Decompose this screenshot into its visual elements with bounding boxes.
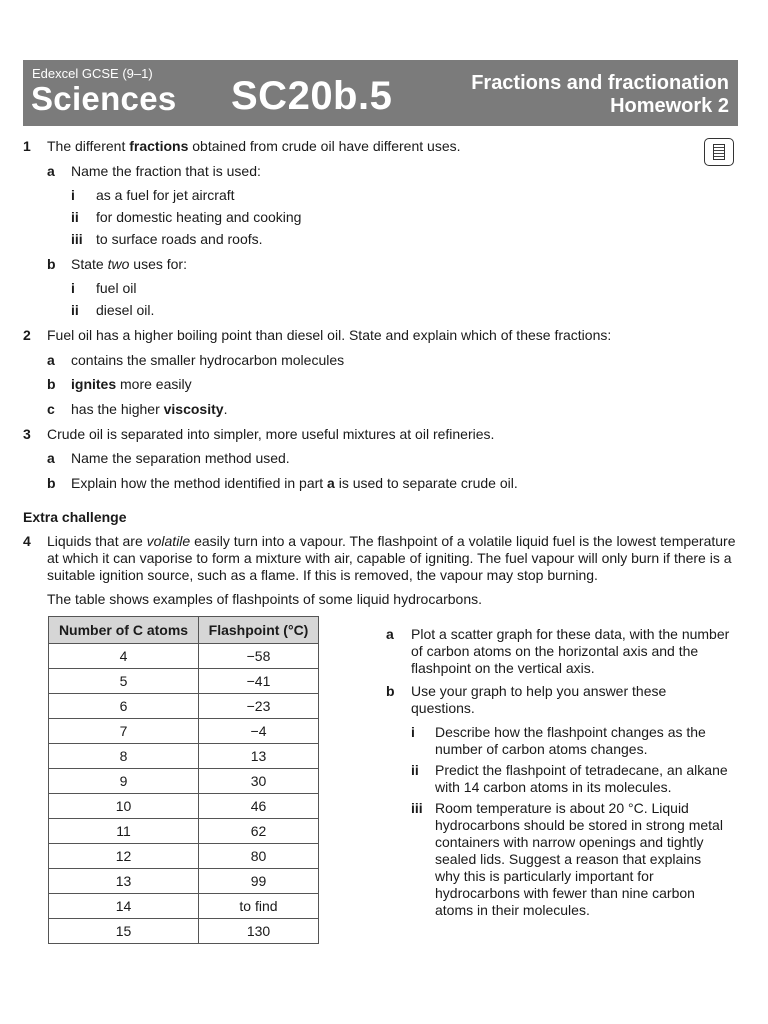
cell-flashpoint: −58 xyxy=(199,644,319,669)
q1b-italic: two xyxy=(107,256,130,272)
cell-carbon-atoms: 10 xyxy=(49,794,199,819)
extra-challenge-heading: Extra challenge xyxy=(23,509,127,525)
table-row xyxy=(49,719,319,744)
col-header-carbon-atoms: Number of C atoms xyxy=(49,617,199,644)
q4-table-intro: The table shows examples of flashpoints of some liquid hydrocarbons. xyxy=(47,591,483,607)
table-row xyxy=(49,644,319,669)
q2a-text: contains the smaller hydrocarbon molecules xyxy=(71,352,345,368)
q1b-post: uses for: xyxy=(129,256,187,272)
table-row xyxy=(49,869,319,894)
q4bi-label: i xyxy=(411,724,415,740)
q4bii-label: ii xyxy=(411,762,419,778)
q3b-bold: a xyxy=(327,475,335,491)
cell-carbon-atoms: 11 xyxy=(49,819,199,844)
table-row xyxy=(49,919,319,944)
table-header-row xyxy=(49,617,319,644)
cell-flashpoint: −4 xyxy=(199,719,319,744)
q1b-label: b xyxy=(47,256,56,272)
worksheet-title xyxy=(471,72,729,118)
q1ai-text: as a fuel for jet aircraft xyxy=(96,187,235,203)
q1aiii-label: iii xyxy=(71,231,83,247)
table-row xyxy=(49,844,319,869)
q2b-bold: ignites xyxy=(71,376,117,392)
cell-carbon-atoms: 4 xyxy=(49,644,199,669)
q1aiii-text: to surface roads and roofs. xyxy=(96,231,263,247)
cell-flashpoint: to find xyxy=(199,894,319,919)
q1-stem xyxy=(47,138,461,155)
col-header-flashpoint: Flashpoint (°C) xyxy=(199,617,319,644)
q1bii-label: ii xyxy=(71,302,79,318)
q2a-label: a xyxy=(47,352,55,368)
q4biii-text: Room temperature is about 20 °C. Liquid hydrocarbons should be stored in strong metal containers with narrow openings and tightly sealed lids. Suggest a reason that explains why this is particularly important for hydrocarbons with fewer than nine carbon atoms in their molecules. xyxy=(435,800,723,918)
q4-stem-pre: Liquids that are xyxy=(47,533,147,549)
q2c-label: c xyxy=(47,401,55,417)
cell-carbon-atoms: 5 xyxy=(49,669,199,694)
cell-carbon-atoms: 9 xyxy=(49,769,199,794)
cell-flashpoint: 80 xyxy=(199,844,319,869)
q2b-rest: more easily xyxy=(116,376,192,392)
q2b-text xyxy=(71,376,192,393)
q1-stem-post: obtained from crude oil have different uses. xyxy=(188,138,461,154)
q2c-text xyxy=(71,401,227,418)
q1bi-label: i xyxy=(71,280,75,296)
q2c-pre: has the higher xyxy=(71,401,164,417)
q2-number: 2 xyxy=(23,327,31,343)
table-row xyxy=(49,794,319,819)
q1-number: 1 xyxy=(23,138,31,154)
q3a-text: Name the separation method used. xyxy=(71,450,290,466)
q3b-post: is used to separate crude oil. xyxy=(334,475,518,491)
unit-code: SC20b.5 xyxy=(231,74,393,118)
q4bi-text: Describe how the flashpoint changes as the number of carbon atoms changes. xyxy=(435,724,706,757)
q4bii-text: Predict the flashpoint of tetradecane, an alkane with 14 carbon atoms in its molecules. xyxy=(435,762,728,795)
q4-stem-italic: volatile xyxy=(146,533,191,549)
table-row xyxy=(49,694,319,719)
header-banner xyxy=(23,60,738,126)
exam-board: Edexcel GCSE (9–1) xyxy=(32,66,153,81)
q3b-label: b xyxy=(47,475,56,491)
q1-stem-bold: fractions xyxy=(129,138,189,154)
q1bii-text: diesel oil. xyxy=(96,302,155,318)
cell-carbon-atoms: 6 xyxy=(49,694,199,719)
q2-stem: Fuel oil has a higher boiling point than diesel oil. State and explain which of these fractions: xyxy=(47,327,612,343)
q3-number: 3 xyxy=(23,426,31,442)
q4-stem xyxy=(47,533,737,584)
q2c-post: . xyxy=(223,401,228,417)
cell-carbon-atoms: 8 xyxy=(49,744,199,769)
q4a-text: Plot a scatter graph for these data, with the number of carbon atoms on the horizontal axis and the flashpoint on the vertical axis. xyxy=(411,626,730,676)
flashpoint-table xyxy=(48,616,319,944)
table-row xyxy=(49,744,319,769)
table-row xyxy=(49,894,319,919)
q1ai-label: i xyxy=(71,187,75,203)
q4biii-label: iii xyxy=(411,800,423,816)
q4b-label: b xyxy=(386,683,395,699)
q3b-pre: Explain how the method identified in part xyxy=(71,475,328,491)
q1b-pre: State xyxy=(71,256,108,272)
cell-flashpoint: 62 xyxy=(199,819,319,844)
q1a-text: Name the fraction that is used: xyxy=(71,163,261,179)
cell-carbon-atoms: 12 xyxy=(49,844,199,869)
cell-carbon-atoms: 13 xyxy=(49,869,199,894)
q3-stem: Crude oil is separated into simpler, more useful mixtures at oil refineries. xyxy=(47,426,495,442)
cell-carbon-atoms: 15 xyxy=(49,919,199,944)
q1bi-text: fuel oil xyxy=(96,280,137,296)
q1-stem-pre: The different xyxy=(47,138,130,154)
cell-flashpoint: −41 xyxy=(199,669,319,694)
table-row xyxy=(49,669,319,694)
q1aii-text: for domestic heating and cooking xyxy=(96,209,302,225)
cell-flashpoint: −23 xyxy=(199,694,319,719)
q3b-text xyxy=(71,475,518,492)
q4a-label: a xyxy=(386,626,394,642)
cell-flashpoint: 130 xyxy=(199,919,319,944)
document-page-icon xyxy=(713,144,725,160)
q4b-text: Use your graph to help you answer these questions. xyxy=(411,683,667,716)
cell-flashpoint: 30 xyxy=(199,769,319,794)
q3a-label: a xyxy=(47,450,55,466)
title-line-1: Fractions and fractionation xyxy=(471,72,729,94)
cell-carbon-atoms: 7 xyxy=(49,719,199,744)
cell-flashpoint: 46 xyxy=(199,794,319,819)
cell-flashpoint: 13 xyxy=(199,744,319,769)
subject-title: Sciences xyxy=(31,80,177,117)
q2c-bold: viscosity xyxy=(163,401,224,417)
q1b-text xyxy=(71,256,187,273)
table-row xyxy=(49,769,319,794)
q2b-label: b xyxy=(47,376,56,392)
q4-stem-post: easily turn into a vapour. The flashpoint of a volatile liquid fuel is the lowest temperature at which it can vaporise to form a mixture with air, capable of igniting. The fuel vapour will only burn if there is a suitable ignition source, such as a flame. If this is removed, the vapour may stop burning. xyxy=(47,533,736,583)
table-row xyxy=(49,819,319,844)
document-icon xyxy=(704,138,734,166)
cell-flashpoint: 99 xyxy=(199,869,319,894)
cell-carbon-atoms: 14 xyxy=(49,894,199,919)
title-line-2: Homework 2 xyxy=(610,95,729,117)
q4-number: 4 xyxy=(23,533,31,549)
q1aii-label: ii xyxy=(71,209,79,225)
q1a-label: a xyxy=(47,163,55,179)
